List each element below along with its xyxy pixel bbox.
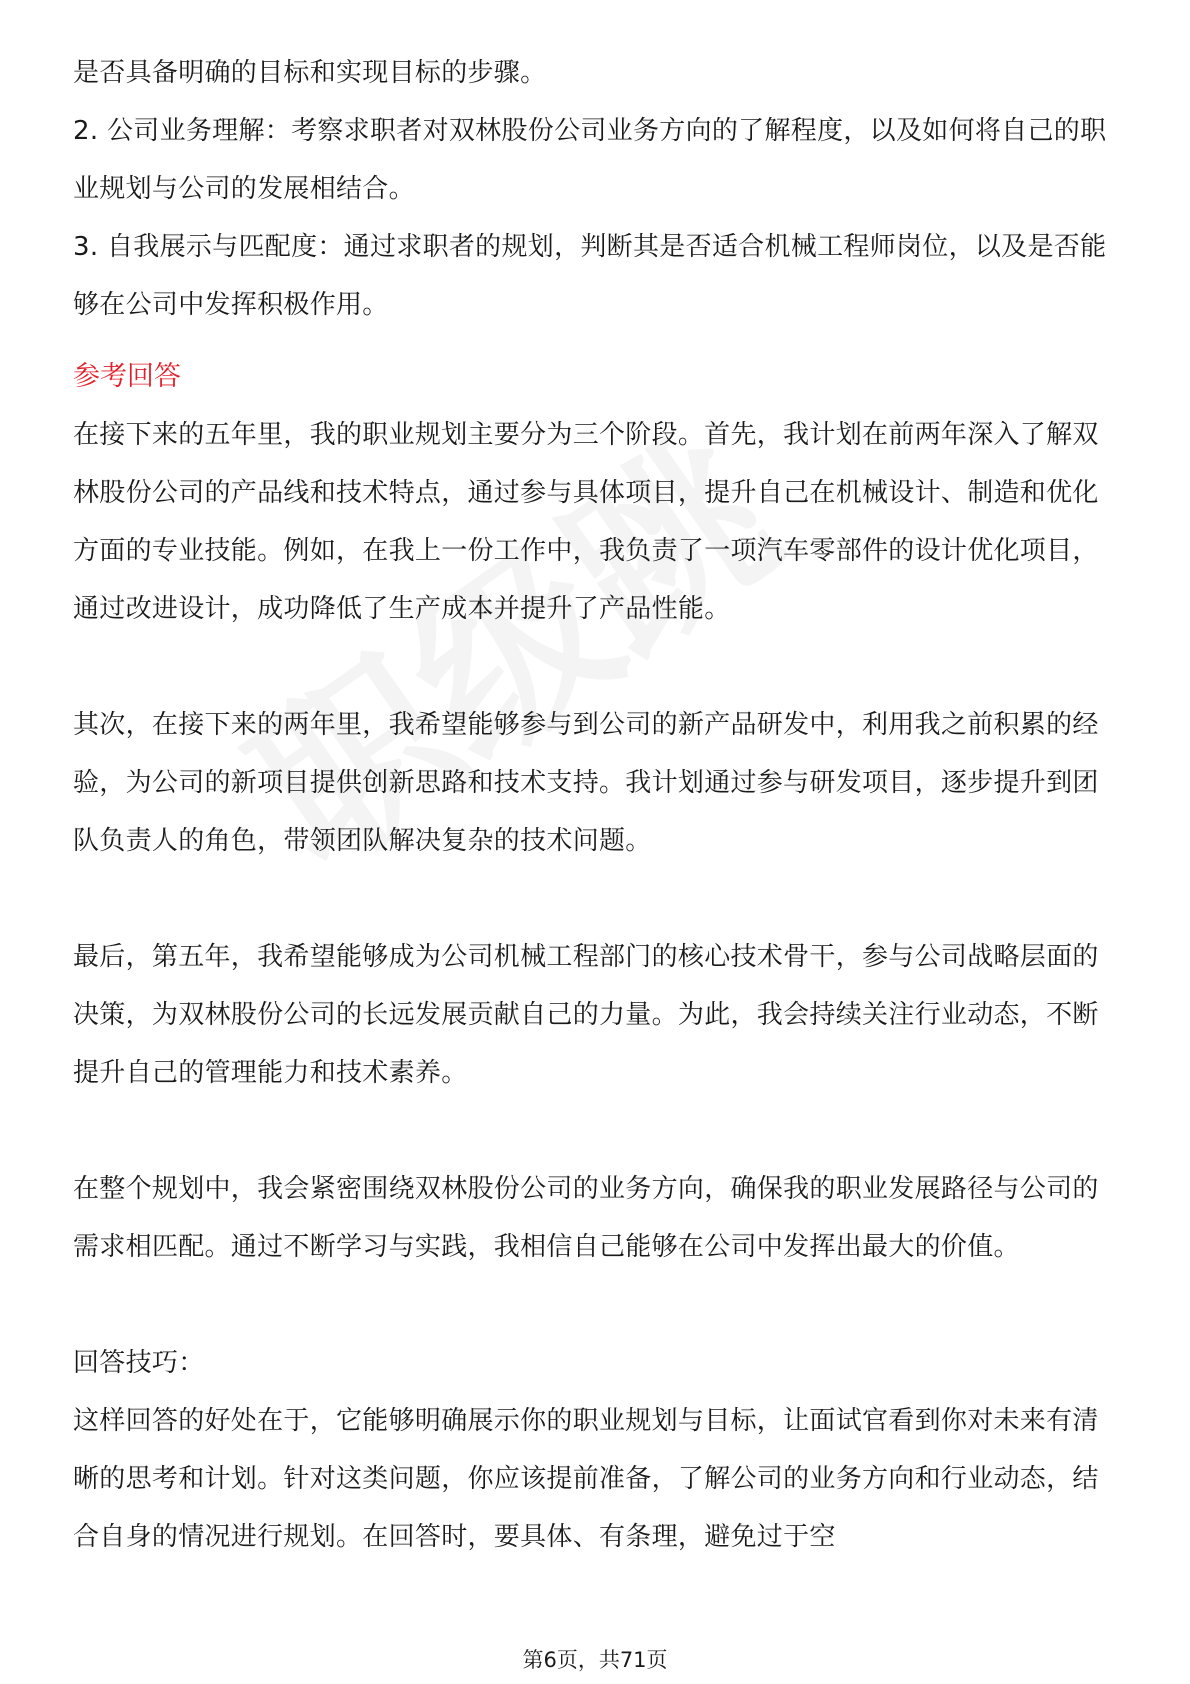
page-content	[73, 44, 1119, 1566]
criteria-item-2: 2. 公司业务理解：考察求职者对双林股份公司业务方向的了解程度，以及如何将自己的职业规划与公司的发展相结合。	[73, 116, 1107, 204]
spacer	[73, 334, 1119, 348]
spacer	[73, 638, 1119, 696]
tips-title: 回答技巧：	[73, 1348, 205, 1378]
spacer	[73, 1276, 1119, 1334]
tips-paragraph: 这样回答的好处在于，它能够明确展示你的职业规划与目标，让面试官看到你对未来有清晰的思考和计划。针对这类问题，你应该提前准备，了解公司的业务方向和行业动态，结合自身的情况进行规划。在回答时，要具体、有条理，避免过于空	[73, 1406, 1099, 1552]
answer-paragraph-2: 其次，在接下来的两年里，我希望能够参与到公司的新产品研发中，利用我之前积累的经验，为公司的新项目提供创新思路和技术支持。我计划通过参与研发项目，逐步提升到团队负责人的角色，带领团队解决复杂的技术问题。	[73, 710, 1099, 856]
criteria-item-3: 3. 自我展示与匹配度：通过求职者的规划，判断其是否适合机械工程师岗位，以及是否能够在公司中发挥积极作用。	[73, 232, 1107, 320]
answer-paragraph-1: 在接下来的五年里，我的职业规划主要分为三个阶段。首先，我计划在前两年深入了解双林股份公司的产品线和技术特点，通过参与具体项目，提升自己在机械设计、制造和优化方面的专业技能。例如，在我上一份工作中，我负责了一项汽车零部件的设计优化项目，通过改进设计，成功降低了生产成本并提升了产品性能。	[73, 420, 1099, 624]
page-footer: 第6页，共71页	[522, 1648, 668, 1672]
answer-paragraph-3: 最后，第五年，我希望能够成为公司机械工程部门的核心技术骨干，参与公司战略层面的决策，为双林股份公司的长远发展贡献自己的力量。为此，我会持续关注行业动态，不断提升自己的管理能力和技术素养。	[73, 942, 1099, 1088]
spacer	[73, 870, 1119, 928]
reference-answer-title: 参考回答	[73, 361, 181, 392]
spacer	[73, 1102, 1119, 1160]
answer-paragraph-4: 在整个规划中，我会紧密围绕双林股份公司的业务方向，确保我的职业发展路径与公司的需求相匹配。通过不断学习与实践，我相信自己能够在公司中发挥出最大的价值。	[73, 1174, 1099, 1262]
criteria-continuation: 是否具备明确的目标和实现目标的步骤。	[73, 58, 547, 88]
